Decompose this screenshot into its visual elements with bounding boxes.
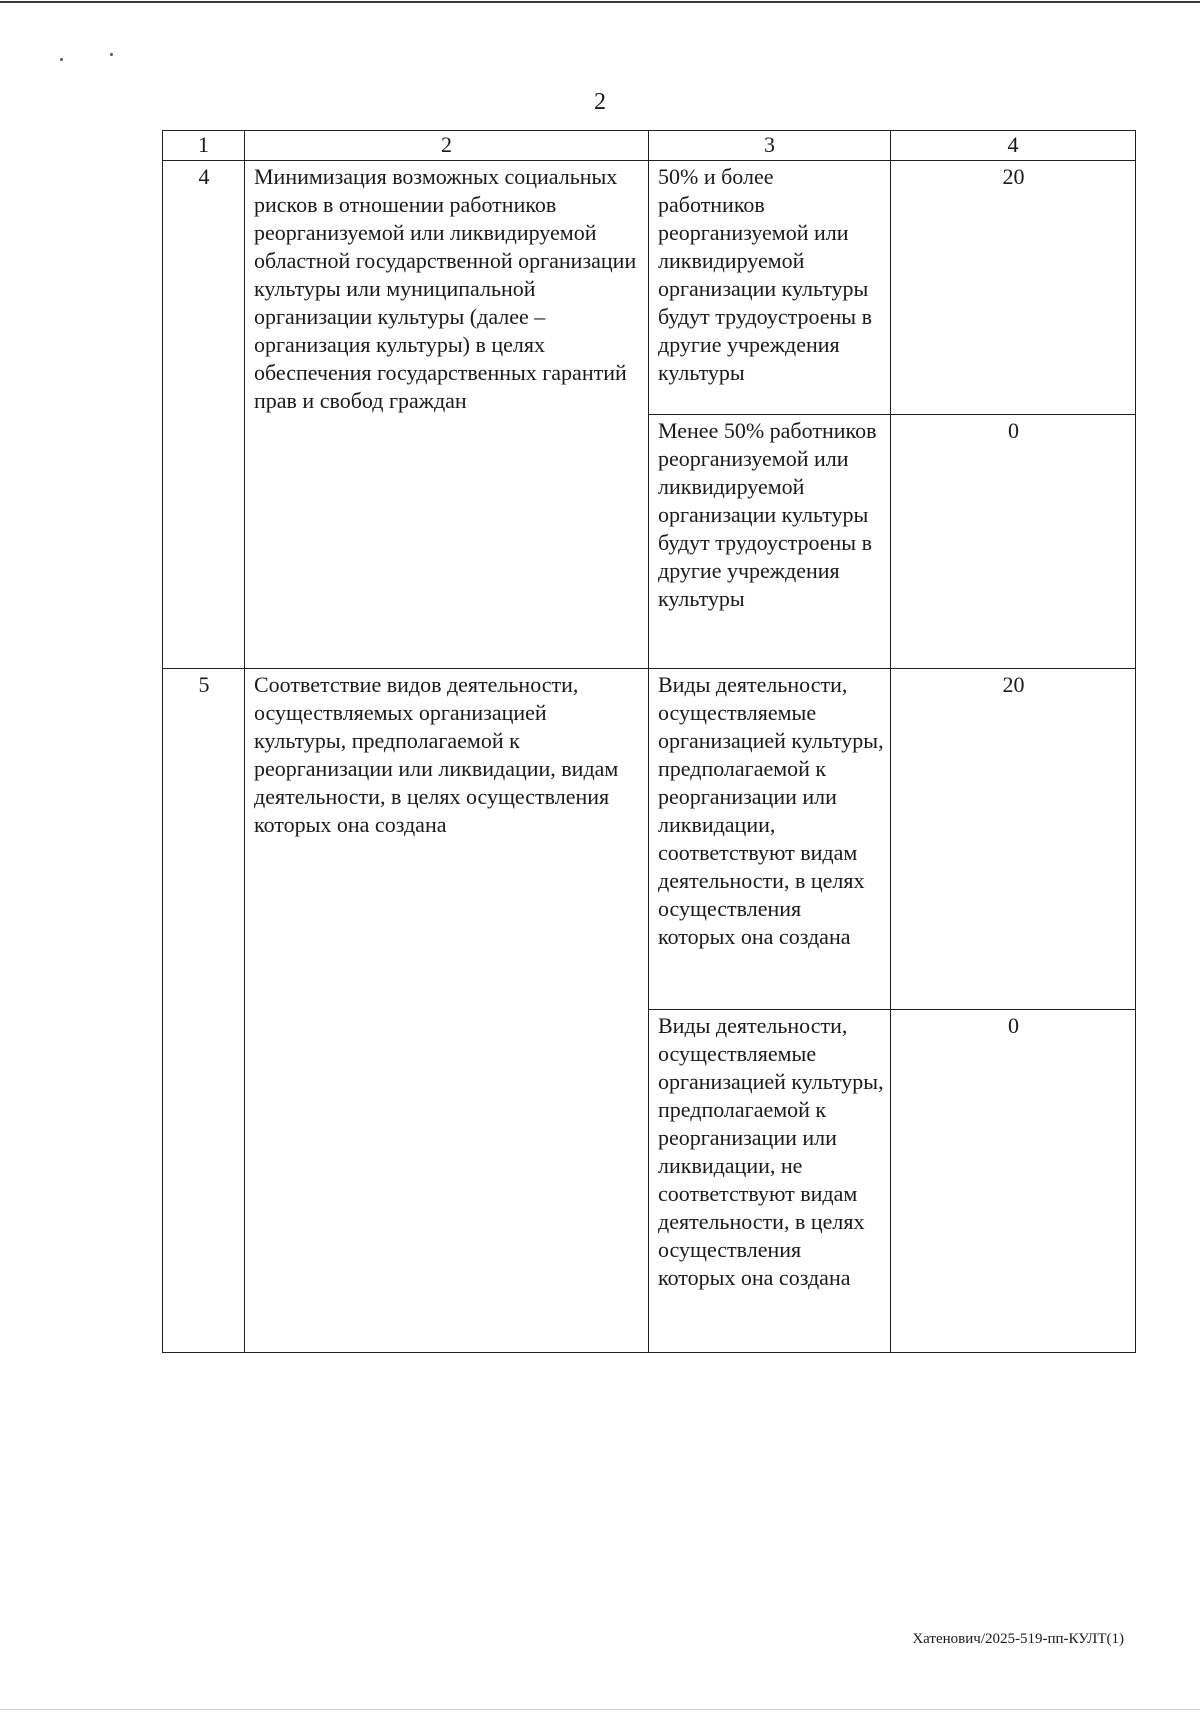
points-value: 0 xyxy=(891,415,1136,669)
row-number: 4 xyxy=(163,161,245,669)
criterion-text: Минимизация возможных социальных рисков в отношении работников реорганизуемой или ликвидируемой областной государственной организации культуры или муниципальной организации культуры (далее – организация культуры) в целях обеспечения государственных гарантий прав и свобод граждан xyxy=(245,161,649,669)
condition-text: 50% и более работников реорганизуемой или ликвидируемой организации культуры будут трудоустроены в другие учреждения культуры xyxy=(649,161,891,415)
scan-edge-top xyxy=(0,1,1200,3)
table-row xyxy=(163,669,1136,1010)
table-row xyxy=(163,161,1136,415)
row-number: 5 xyxy=(163,669,245,1353)
header-col-3: 3 xyxy=(649,131,891,161)
points-value: 20 xyxy=(891,161,1136,415)
header-col-4: 4 xyxy=(891,131,1136,161)
points-value: 0 xyxy=(891,1010,1136,1353)
scan-speck xyxy=(110,53,113,56)
points-value: 20 xyxy=(891,669,1136,1010)
header-col-2: 2 xyxy=(245,131,649,161)
scan-edge-bottom xyxy=(0,1709,1200,1710)
condition-text: Виды деятельности, осуществляемые организацией культуры, предполагаемой к реорганизации или ликвидации, соответствуют видам деятельности, в целях осуществления которых она создана xyxy=(649,669,891,1010)
condition-text: Менее 50% работников реорганизуемой или ликвидируемой организации культуры будут трудоустроены в другие учреждения культуры xyxy=(649,415,891,669)
header-col-1: 1 xyxy=(163,131,245,161)
document-code: Хатенович/2025-519-пп-КУЛТ(1) xyxy=(912,1631,1124,1647)
criteria-table xyxy=(162,130,1136,1353)
scan-speck xyxy=(60,58,63,61)
table-header-row xyxy=(163,131,1136,161)
page-number: 2 xyxy=(594,89,606,115)
criterion-text: Соответствие видов деятельности, осуществляемых организацией культуры, предполагаемой к реорганизации или ликвидации, видам деятельности, в целях осуществления которых она создана xyxy=(245,669,649,1353)
condition-text: Виды деятельности, осуществляемые организацией культуры, предполагаемой к реорганизации или ликвидации, не соответствуют видам деятельности, в целях осуществления которых она создана xyxy=(649,1010,891,1353)
